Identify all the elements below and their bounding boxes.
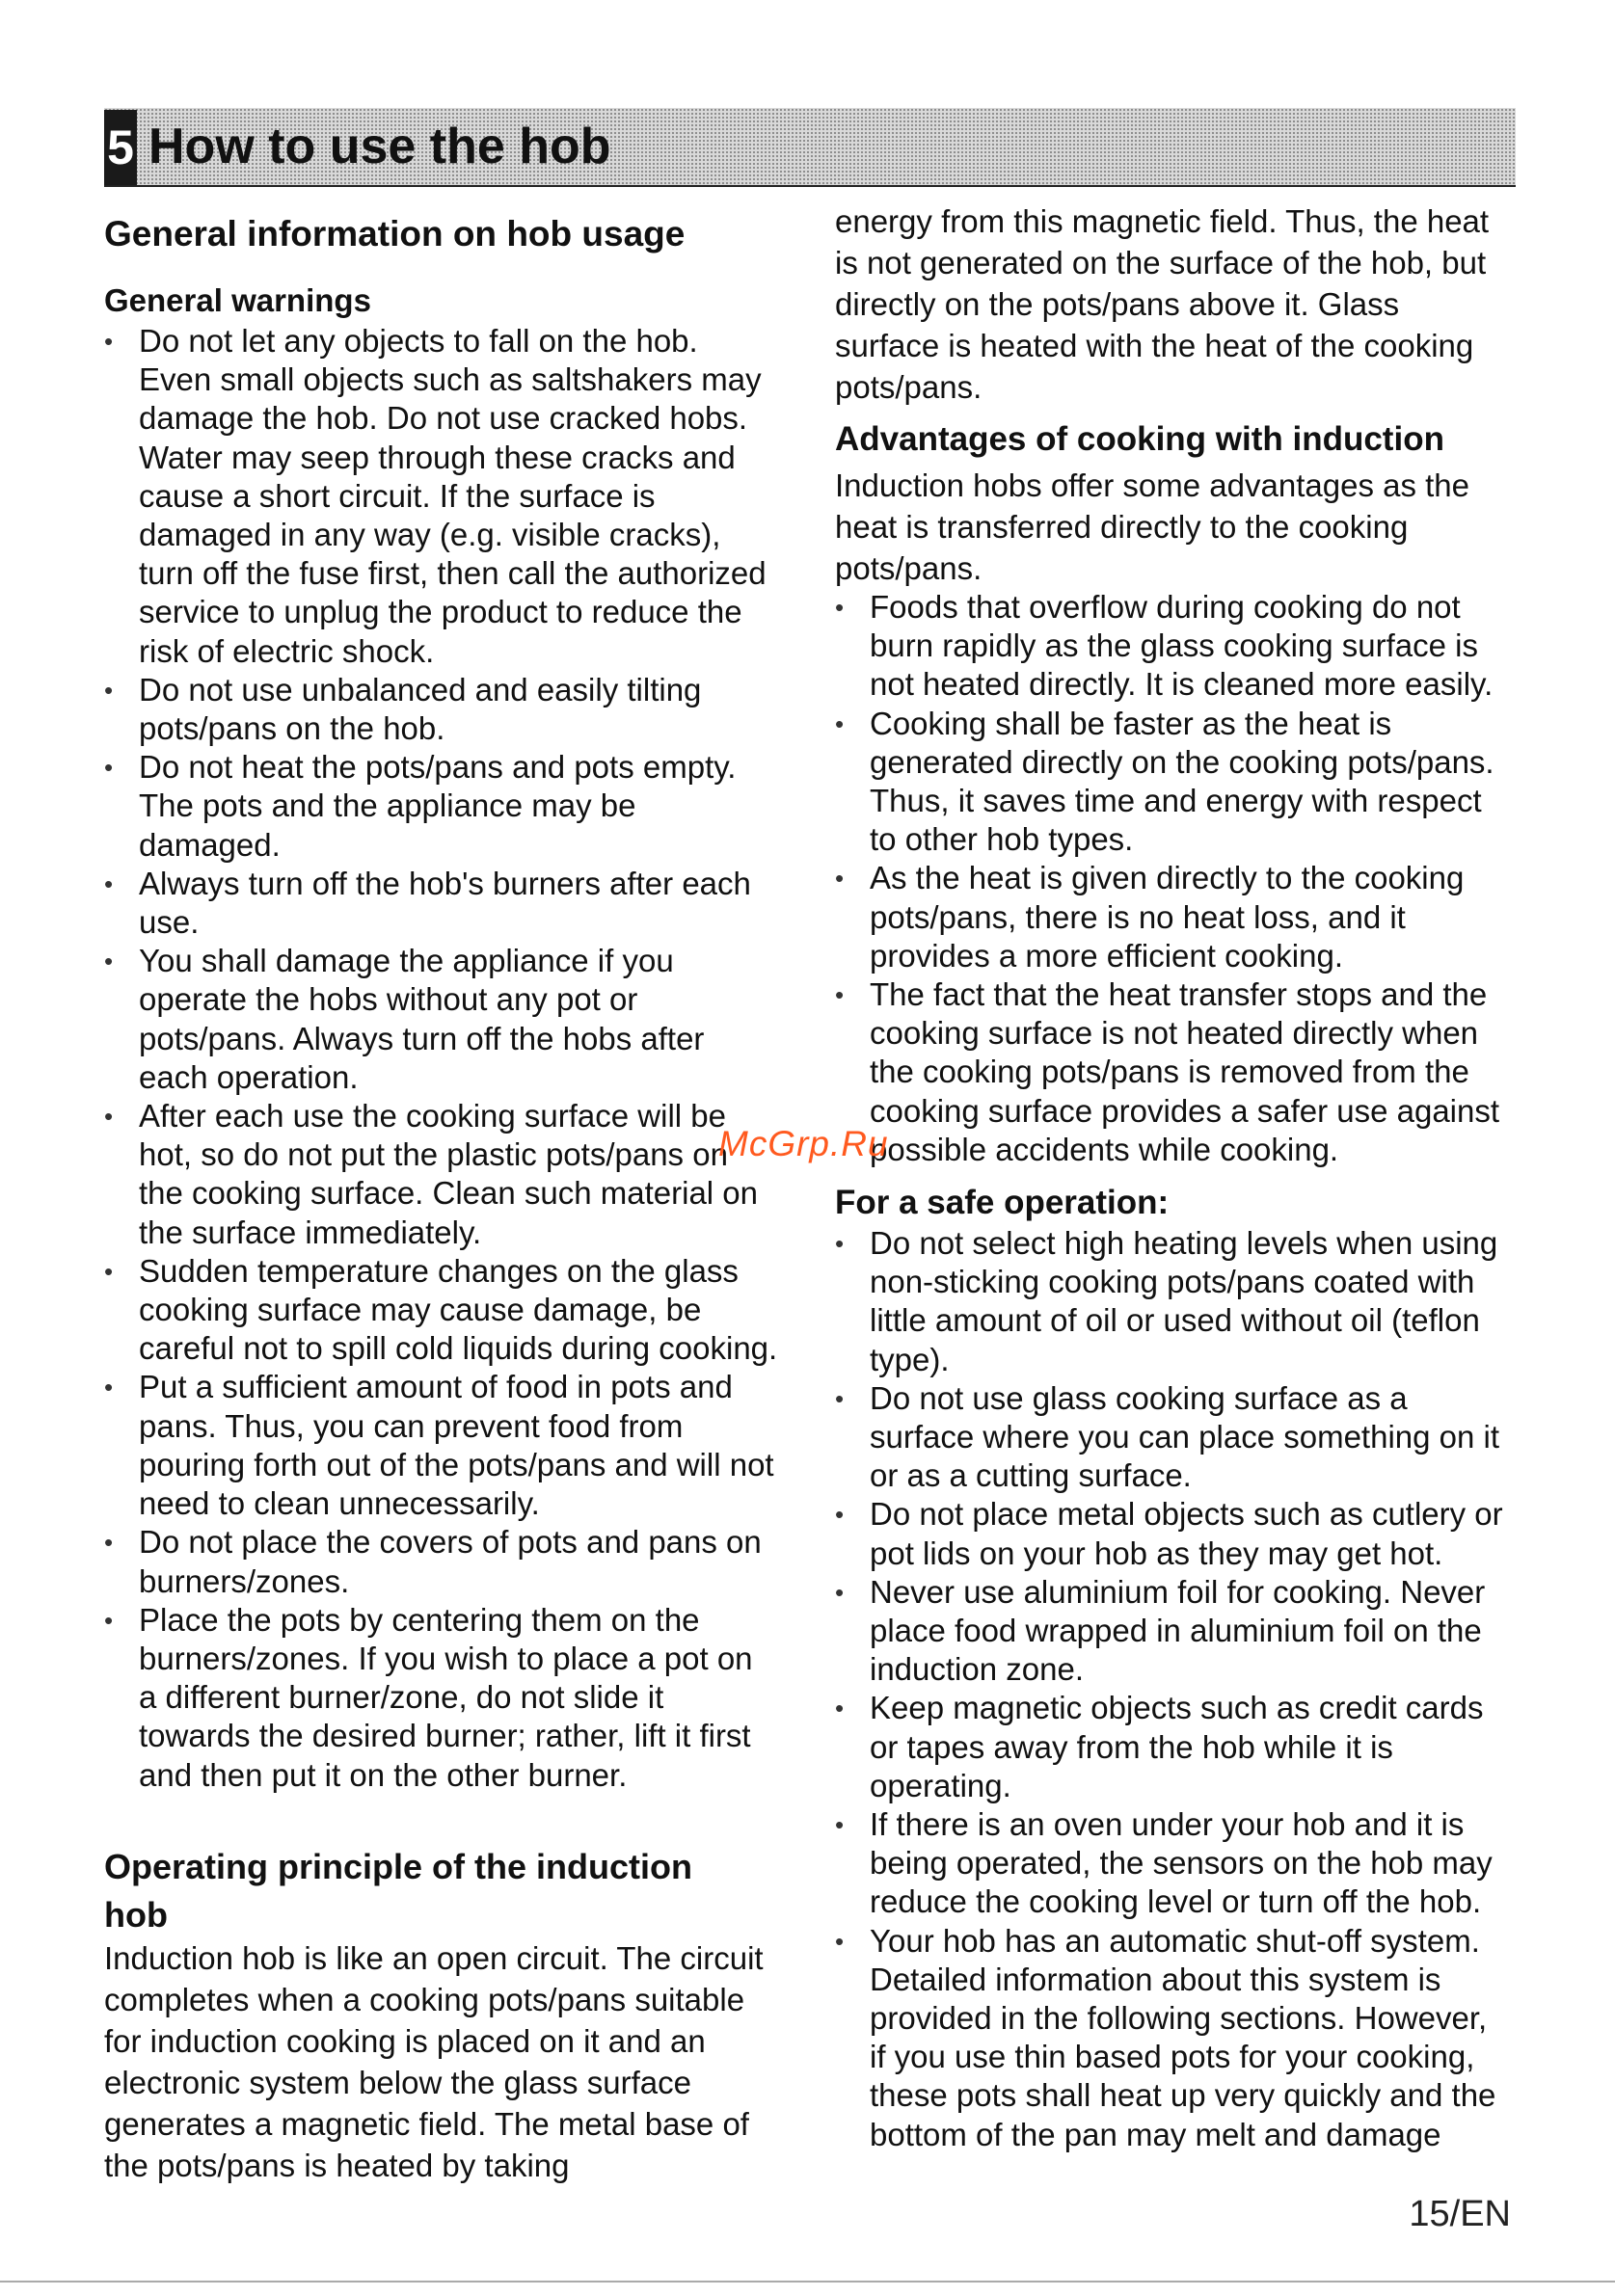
bottom-rule xyxy=(0,2281,1615,2283)
safe-operation-list xyxy=(835,1224,1510,2154)
section-number: 5 xyxy=(104,110,137,185)
advantages-intro: Induction hobs offer some advantages as the heat is transferred directly to the cooking pots/pans. xyxy=(835,467,1470,586)
list-item: • The fact that the heat transfer stops and the cooking surface is not heated directly when the cooking pots/pans is removed from the cooking surface provides a safer use against possible accidents while cooking. xyxy=(835,975,1510,1169)
section-title: How to use the hob xyxy=(148,119,611,174)
list-item: • Place the pots by centering them on the burners/zones. If you wish to place a pot on a different burner/zone, do not slide it towards the desired burner; rather, lift it first and then put it on the other burner. xyxy=(104,1601,779,1795)
general-info-heading: General information on hob usage xyxy=(104,214,686,254)
list-item: • Keep magnetic objects such as credit cards or tapes away from the hob while it is operating. xyxy=(835,1689,1510,1805)
list-item: • You shall damage the appliance if you operate the hobs without any pot or pots/pans. Always turn off the hobs after each operation. xyxy=(104,942,779,1097)
list-item: • Do not let any objects to fall on the hob. Even small objects such as saltshakers may damage the hob. Do not use cracked hobs. Water may seep through these cracks and cause a short circuit. If the surface is damaged in any way (e.g. visible cracks), turn off the fuse first, then call the authorized service to unplug the product to reduce the risk of electric shock. xyxy=(104,322,779,671)
list-item: • Cooking shall be faster as the heat is generated directly on the cooking pots/pans. Thus, it saves time and energy with respect to other hob types. xyxy=(835,705,1510,860)
list-item: • After each use the cooking surface will be hot, so do not put the plastic pots/pans on the cooking surface. Clean such material on the surface immediately. xyxy=(104,1097,779,1252)
list-item: • Do not use glass cooking surface as a surface where you can place something on it or as a cutting surface. xyxy=(835,1379,1510,1496)
operating-principle-heading: Operating principle of the induction hob xyxy=(104,1847,692,1935)
list-item: • Always turn off the hob's burners after each use. xyxy=(104,865,779,942)
list-item: • Your hob has an automatic shut-off system. Detailed information about this system is provided in the following sections. However, if you use thin based pots for your cooking, these pots shall heat up very quickly and the bottom of the pan may melt and damage xyxy=(835,1922,1510,2154)
section-header xyxy=(104,108,1516,187)
list-item: • As the heat is given directly to the cooking pots/pans, there is no heat loss, and it provides a more efficient cooking. xyxy=(835,859,1510,975)
list-item: • Do not place the covers of pots and pans on burners/zones. xyxy=(104,1523,779,1600)
list-item: • If there is an oven under your hob and it is being operated, the sensors on the hob may reduce the cooking level or turn off the hob. xyxy=(835,1805,1510,1922)
list-item: • Do not heat the pots/pans and pots empty. The pots and the appliance may be damaged. xyxy=(104,748,779,865)
continued-text: energy from this magnetic field. Thus, the heat is not generated on the surface of the hob, but directly on the pots/pans above it. Glass surface is heated with the heat of the cooking pots/pans. xyxy=(835,203,1490,405)
list-item: • Do not select high heating levels when using non-sticking cooking pots/pans coated with little amount of oil or used without oil (teflon type). xyxy=(835,1224,1510,1379)
operating-principle-text: Induction hob is like an open circuit. The circuit completes when a cooking pots/pans suitable for induction cooking is placed on it and an electronic system below the glass surface generates a magnetic field. The metal base of the pots/pans is heated by taking xyxy=(104,1940,764,2183)
safe-operation-heading: For a safe operation: xyxy=(835,1184,1170,1221)
list-item: • Put a sufficient amount of food in pots and pans. Thus, you can prevent food from pouring forth out of the pots/pans and will not need to clean unnecessarily. xyxy=(104,1368,779,1523)
list-item: • Foods that overflow during cooking do not burn rapidly as the glass cooking surface is not heated directly. It is cleaned more easily. xyxy=(835,588,1510,705)
general-warnings-list xyxy=(104,322,779,1795)
advantages-list xyxy=(835,588,1510,1169)
page-number: 15/EN xyxy=(1409,2194,1511,2234)
list-item: • Do not use unbalanced and easily tilting pots/pans on the hob. xyxy=(104,671,779,748)
general-warnings-heading: General warnings xyxy=(104,282,371,318)
list-item: • Sudden temperature changes on the glass cooking surface may cause damage, be careful not to spill cold liquids during cooking. xyxy=(104,1252,779,1369)
watermark: McGrp.Ru xyxy=(718,1124,889,1163)
advantages-heading: Advantages of cooking with induction xyxy=(835,420,1444,458)
list-item: • Never use aluminium foil for cooking. Never place food wrapped in aluminium foil on the induction zone. xyxy=(835,1573,1510,1690)
list-item: • Do not place metal objects such as cutlery or pot lids on your hob as they may get hot. xyxy=(835,1495,1510,1572)
